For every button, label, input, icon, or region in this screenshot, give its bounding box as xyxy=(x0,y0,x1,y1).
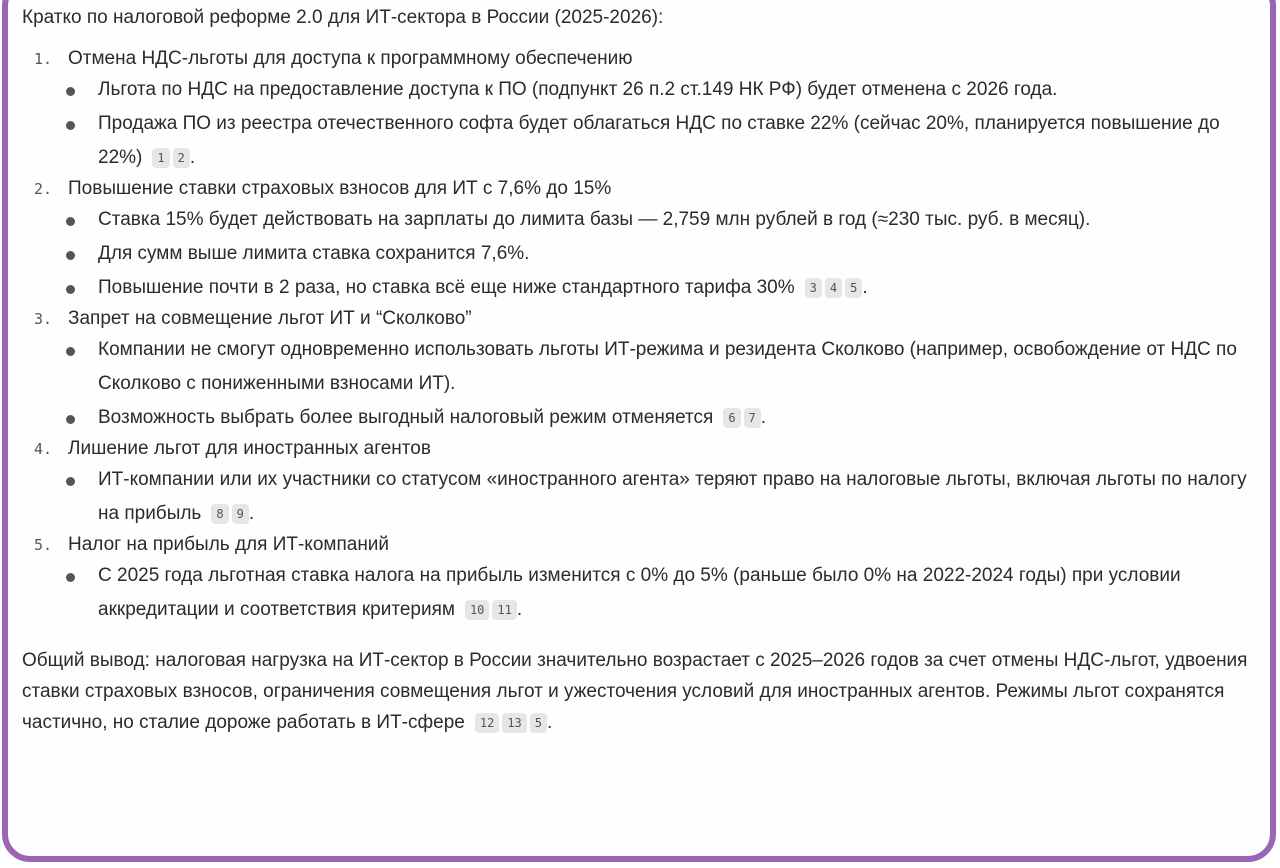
citation-chip[interactable]: 7 xyxy=(744,408,761,428)
bullet-dot-icon xyxy=(66,251,75,260)
section-number: 5. xyxy=(34,536,53,554)
bullet-dot-icon xyxy=(66,87,75,96)
bullet-list xyxy=(22,463,1262,531)
section-heading xyxy=(22,305,1262,333)
message-content xyxy=(22,4,1262,738)
citation-chip[interactable]: 1 xyxy=(152,148,169,168)
section-heading-text: Налог на прибыль для ИТ-компаний xyxy=(68,534,390,555)
bullet-item xyxy=(22,203,1262,237)
bullet-text: Продажа ПО из реестра отечественного софта будет облагаться НДС по ставке 22% (сейчас 20%, планируется повышение до 22%) xyxy=(98,113,1220,168)
bullet-item xyxy=(22,73,1262,107)
bullet-text: Льгота по НДС на предоставление доступа к ПО (подпункт 26 п.2 ст.149 НК РФ) будет отменена с 2026 года. xyxy=(98,79,1058,100)
section-heading xyxy=(22,45,1262,73)
bullet-list xyxy=(22,559,1262,627)
bullet-dot-icon xyxy=(66,285,75,294)
citation-chip[interactable]: 13 xyxy=(502,713,526,733)
message-frame xyxy=(2,0,1276,862)
section-1 xyxy=(22,45,1262,175)
citation-chip[interactable]: 5 xyxy=(845,278,862,298)
section-heading-text: Отмена НДС-льготы для доступа к программному обеспечению xyxy=(68,48,633,69)
summary-text: Общий вывод: налоговая нагрузка на ИТ-сектор в России значительно возрастает с 2025–2026 годов за счет отмены НДС-льгот, удвоения ставки страховых взносов, ограничения совмещения льгот и ужесточения условий для иностранных агентов. Режимы льгот сохранятся частично, но сталие дороже работать в ИТ-сфере xyxy=(22,650,1248,733)
bullet-item: Повышение почти в 2 раза, но ставка всё еще ниже стандартного тарифа 30% 3 4 5 . xyxy=(22,271,1262,305)
citation-chip[interactable]: 2 xyxy=(173,148,190,168)
section-heading-text: Лишение льгот для иностранных агентов xyxy=(68,438,431,459)
citation-chip[interactable]: 11 xyxy=(492,600,516,620)
section-heading xyxy=(22,531,1262,559)
bullet-dot-icon xyxy=(66,477,75,486)
bullet-text: С 2025 года льготная ставка налога на прибыль изменится с 0% до 5% (раньше было 0% на 2022-2024 годы) при условии аккредитации и соответствия критериям xyxy=(98,565,1181,620)
bullet-item: С 2025 года льготная ставка налога на прибыль изменится с 0% до 5% (раньше было 0% на 2022-2024 годы) при условии аккредитации и соответствия критериям 10 11 . xyxy=(22,559,1262,627)
bullet-item: Продажа ПО из реестра отечественного софта будет облагаться НДС по ставке 22% (сейчас 20%, планируется повышение до 22%) 1 2 . xyxy=(22,107,1262,175)
bullet-item: Возможность выбрать более выгодный налоговый режим отменяется 6 7 . xyxy=(22,401,1262,435)
bullet-dot-icon xyxy=(66,121,75,130)
bullet-dot-icon xyxy=(66,573,75,582)
section-number: 2. xyxy=(34,180,53,198)
bullet-text: ИТ-компании или их участники со статусом «иностранного агента» теряют право на налоговые льготы, включая льготы по налогу на прибыль xyxy=(98,469,1247,524)
bullet-text: Возможность выбрать более выгодный налоговый режим отменяется xyxy=(98,407,714,428)
citation-chip[interactable]: 9 xyxy=(232,504,249,524)
section-5 xyxy=(22,531,1262,627)
citation-chip[interactable]: 8 xyxy=(211,504,228,524)
bullet-text: Ставка 15% будет действовать на зарплаты до лимита базы — 2,759 млн рублей в год (≈230 тыс. руб. в месяц). xyxy=(98,209,1091,230)
bullet-list xyxy=(22,203,1262,305)
bullet-item: ИТ-компании или их участники со статусом «иностранного агента» теряют право на налоговые льготы, включая льготы по налогу на прибыль 8 9 . xyxy=(22,463,1262,531)
section-3 xyxy=(22,305,1262,435)
section-heading xyxy=(22,435,1262,463)
section-number: 4. xyxy=(34,440,53,458)
bullet-item xyxy=(22,333,1262,401)
section-heading-text: Повышение ставки страховых взносов для ИТ с 7,6% до 15% xyxy=(68,178,612,199)
citation-chip[interactable]: 5 xyxy=(530,713,547,733)
bullet-list xyxy=(22,73,1262,175)
bullet-dot-icon xyxy=(66,347,75,356)
bullet-dot-icon xyxy=(66,415,75,424)
section-4 xyxy=(22,435,1262,531)
bullet-text: Для сумм выше лимита ставка сохранится 7,6%. xyxy=(98,243,530,264)
section-heading xyxy=(22,175,1262,203)
citation-chip[interactable]: 10 xyxy=(465,600,489,620)
bullet-list xyxy=(22,333,1262,435)
section-number: 1. xyxy=(34,50,53,68)
bullet-dot-icon xyxy=(66,217,75,226)
summary-paragraph: Общий вывод: налоговая нагрузка на ИТ-сектор в России значительно возрастает с 2025–2026 годов за счет отмены НДС-льгот, удвоения ставки страховых взносов, ограничения совмещения льгот и ужесточения условий для иностранных агентов. Режимы льгот сохранятся частично, но сталие дороже работать в ИТ-сфере 12 13 5 . xyxy=(22,650,1248,733)
bullet-item xyxy=(22,237,1262,271)
bullet-text: Повышение почти в 2 раза, но ставка всё еще ниже стандартного тарифа 30% xyxy=(98,277,795,298)
bullet-text: Компании не смогут одновременно использовать льготы ИТ-режима и резидента Сколково (например, освобождение от НДС по Сколково с пониженными взносами ИТ). xyxy=(98,339,1237,394)
section-number: 3. xyxy=(34,310,53,328)
citation-chip[interactable]: 12 xyxy=(475,713,499,733)
citation-chip[interactable]: 6 xyxy=(723,408,740,428)
citation-chip[interactable]: 3 xyxy=(805,278,822,298)
section-heading-text: Запрет на совмещение льгот ИТ и “Сколково” xyxy=(68,308,472,329)
section-2 xyxy=(22,175,1262,305)
answer-title: Кратко по налоговой реформе 2.0 для ИТ-сектора в России (2025-2026): xyxy=(22,7,664,28)
citation-chip[interactable]: 4 xyxy=(825,278,842,298)
